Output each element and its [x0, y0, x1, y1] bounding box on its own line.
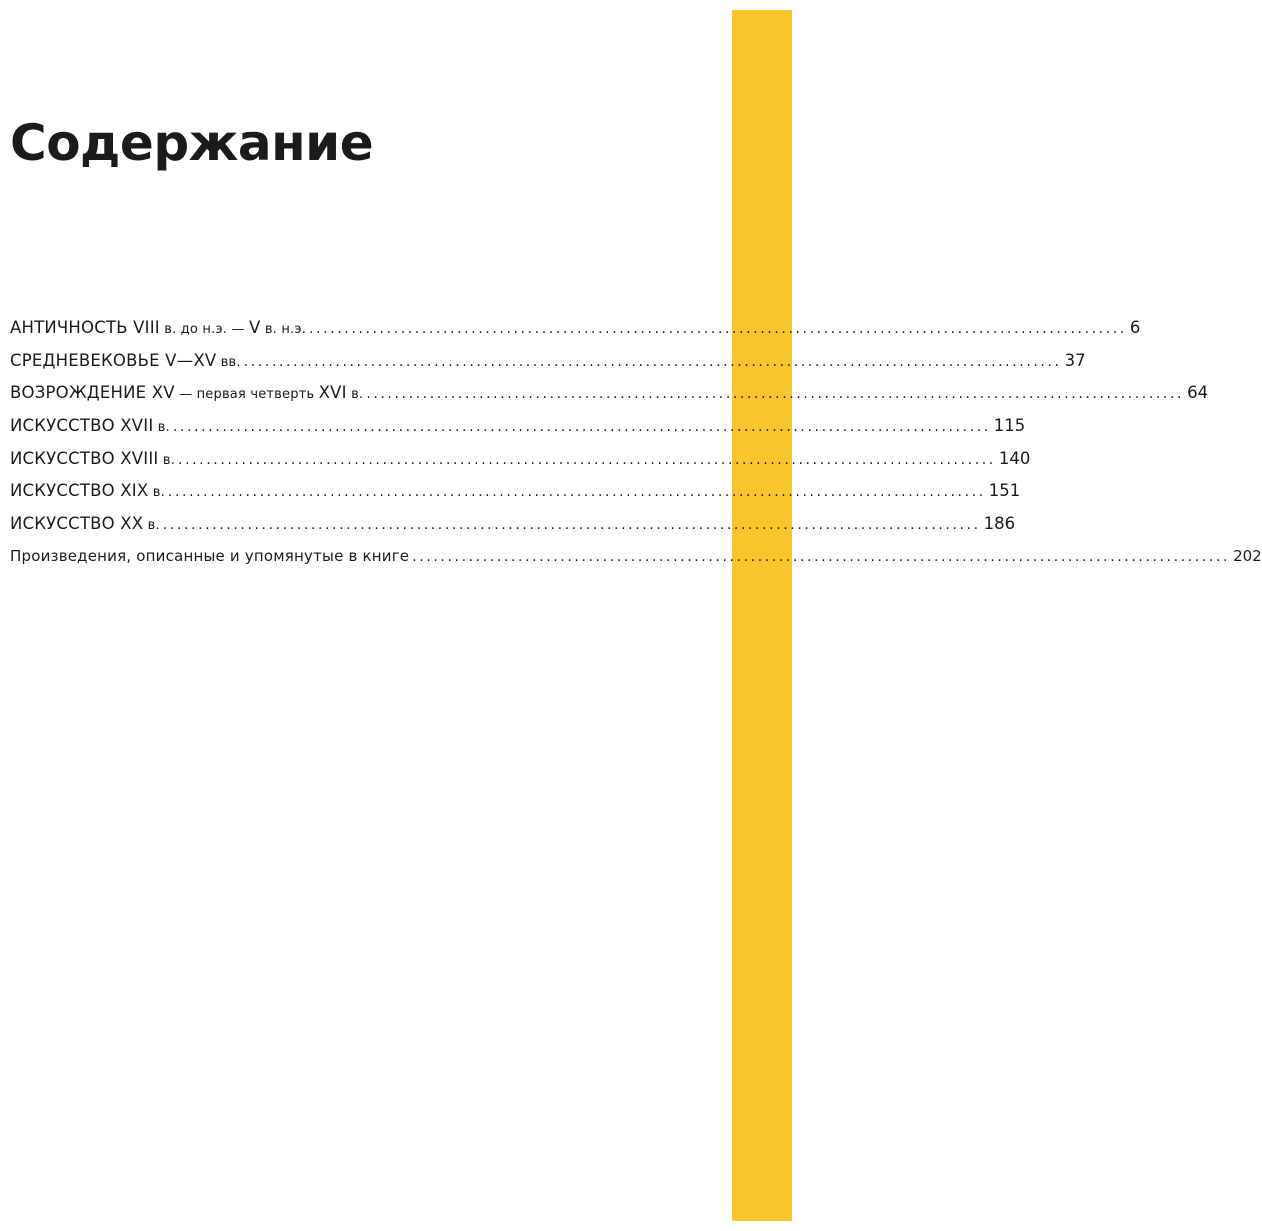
dot-leader: ....................................................................................................................	[243, 353, 1062, 370]
dot-leader: ....................................................................................................................	[162, 517, 981, 534]
dot-leader: ....................................................................................................................	[412, 548, 1231, 565]
toc-entry-label: АНТИЧНОСТЬ VIII в. до н.э. — V в. н.э.	[10, 318, 307, 337]
page-title: Содержание	[10, 114, 374, 172]
toc-entry-label: ВОЗРОЖДЕНИЕ XV — первая четверть XVI в.	[10, 383, 364, 403]
toc-page-number: 202	[1233, 546, 1262, 565]
toc-entry-renaissance[interactable]	[10, 383, 1209, 416]
dot-leader: ....................................................................................................................	[309, 321, 1127, 337]
toc-page-number: 115	[993, 416, 1026, 436]
toc-entry-label: СРЕДНЕВЕКОВЬЕ V—XV вв.	[10, 350, 241, 370]
toc-page-number: 64	[1187, 383, 1209, 403]
toc-entry-antiquity[interactable]	[10, 318, 1141, 351]
toc-page-number: 151	[988, 481, 1021, 501]
toc-entry-middle-ages[interactable]	[10, 350, 1086, 384]
toc-page-number: 6	[1129, 318, 1141, 337]
yellow-side-strip	[732, 10, 792, 1221]
dot-leader: ....................................................................................................................	[167, 484, 986, 501]
table-of-contents	[10, 318, 1262, 580]
toc-entry-artworks-index[interactable]	[10, 546, 1262, 580]
toc-entry-18th-century[interactable]	[10, 448, 1031, 482]
toc-entry-label: ИСКУССТВО XIX в.	[10, 481, 165, 501]
toc-entry-label: Произведения, описанные и упомянутые в книге	[10, 546, 410, 565]
toc-entry-label: ИСКУССТВО XVIII в.	[10, 448, 176, 468]
toc-entry-label: ИСКУССТВО XX в.	[10, 514, 160, 534]
toc-page-number: 140	[998, 448, 1031, 468]
toc-entry-19th-century[interactable]	[10, 481, 1021, 514]
dot-leader: ....................................................................................................................	[366, 386, 1185, 403]
toc-entry-label: ИСКУССТВО XVII в.	[10, 416, 170, 436]
toc-page-number: 186	[983, 514, 1016, 534]
toc-page-number: 37	[1064, 350, 1086, 370]
toc-entry-20th-century[interactable]	[10, 514, 1016, 547]
dot-leader: ....................................................................................................................	[178, 451, 996, 468]
dot-leader: ....................................................................................................................	[172, 419, 991, 436]
toc-entry-17th-century[interactable]	[10, 416, 1026, 449]
